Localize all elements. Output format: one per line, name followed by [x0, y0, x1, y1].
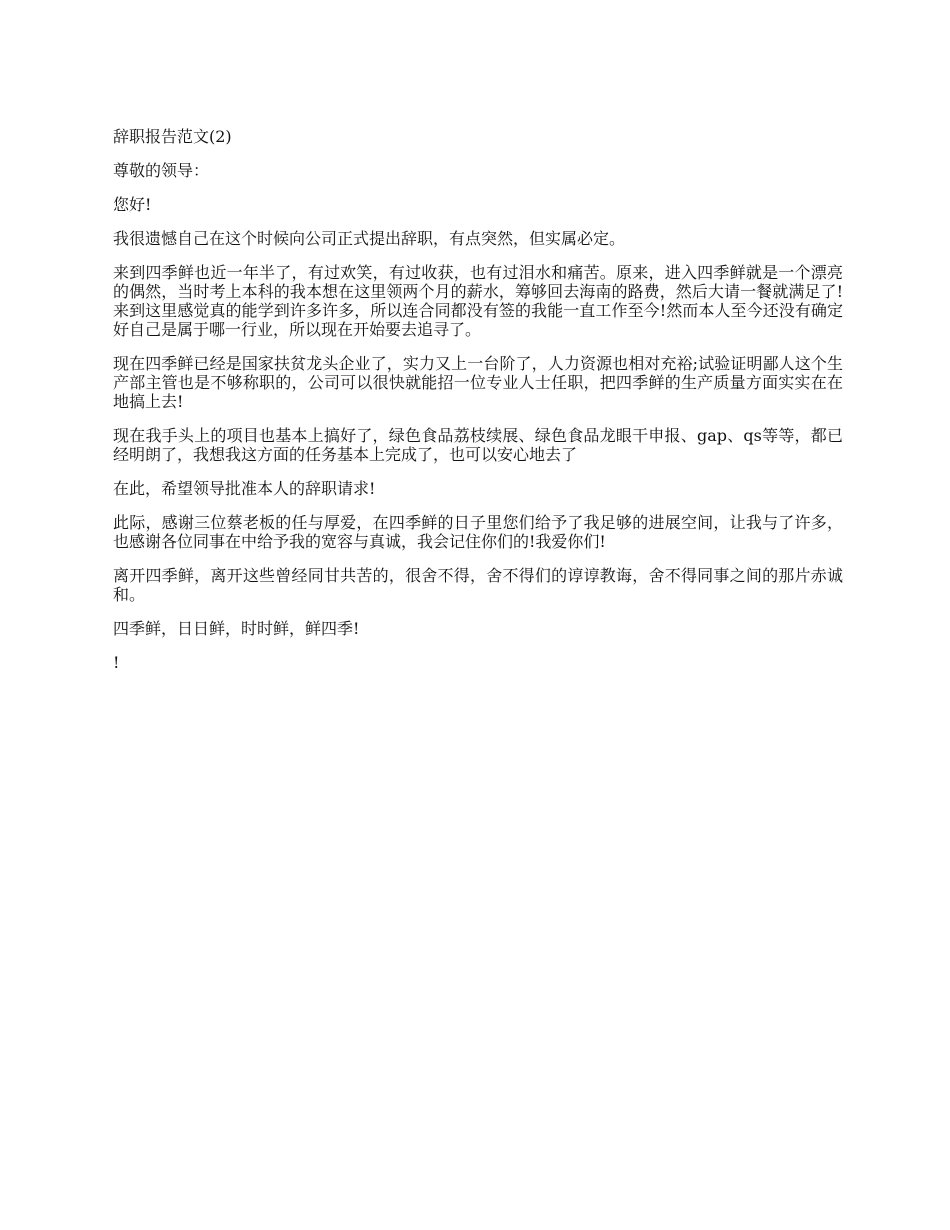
paragraph-slogan: 四季鲜，日日鲜，时时鲜，鲜四季!: [113, 619, 360, 638]
paragraph-request: 在此，希望领导批准本人的辞职请求!: [113, 479, 376, 498]
paragraph-closing-mark: !: [113, 653, 120, 672]
paragraph-projects: 现在我手头上的项目也基本上搞好了，绿色食品荔枝续展、绿色食品龙眼干申报、gap、qs等等，都已经明朗了，我想我这方面的任务基本上完成了，也可以安心地去了: [113, 426, 843, 464]
paragraph-intro: 我很遗憾自己在这个时候向公司正式提出辞职，有点突然，但实属必定。: [113, 229, 626, 248]
paragraph-company: 现在四季鲜已经是国家扶贫龙头企业了，实力又上一台阶了，人力资源也相对充裕;试验证明鄙人这个生产部主管也是不够称职的，公司可以很快就能招一位专业人士任职，把四季鲜的生产质量方面实实在在地搞上去!: [113, 354, 843, 411]
paragraph-farewell: 离开四季鲜，离开这些曾经同甘共苦的，很舍不得，舍不得们的谆谆教诲，舍不得同事之间的那片赤诚和。: [113, 566, 843, 604]
document-title: 辞职报告范文(2): [113, 127, 232, 146]
greeting: 您好!: [113, 195, 152, 214]
document-body: [113, 127, 843, 687]
salutation: 尊敬的领导：: [113, 161, 210, 180]
paragraph-thanks: 此际，感谢三位蔡老板的任与厚爱，在四季鲜的日子里您们给予了我足够的进展空间，让我与了许多，也感谢各位同事在中给予我的宽容与真诚，我会记住你们的!我爱你们!: [113, 513, 843, 551]
paragraph-history: 来到四季鲜也近一年半了，有过欢笑，有过收获，也有过泪水和痛苦。原来，进入四季鲜就是一个漂亮的偶然，当时考上本科的我本想在这里领两个月的薪水，筹够回去海南的路费，然后大请一餐就满足了!来到这里感觉真的能学到许多许多，所以连合同都没有签的我能一直工作至今!然而本人至今还没有确定好自己是属于哪一行业，所以现在开始要去追寻了。: [113, 263, 843, 339]
